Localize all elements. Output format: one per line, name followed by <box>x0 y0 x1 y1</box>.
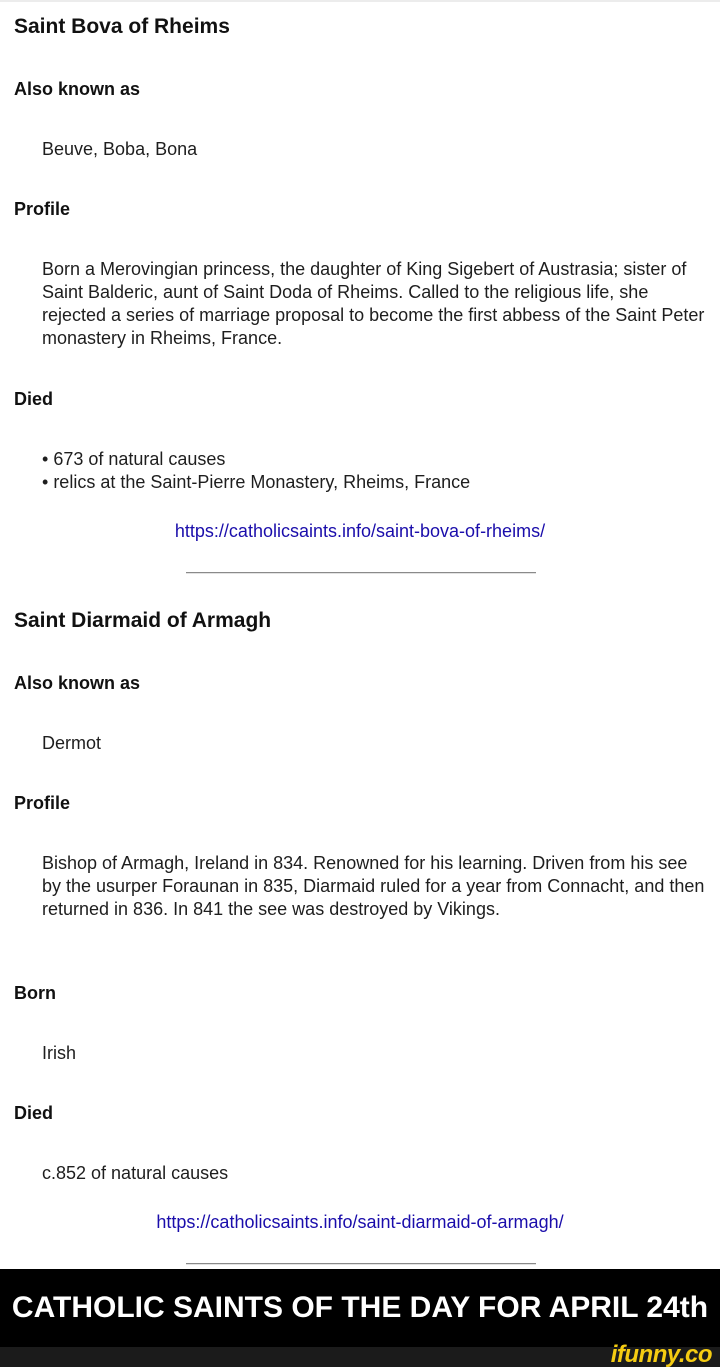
source-link[interactable]: https://catholicsaints.info/saint-diarmaid-of-armagh/ <box>156 1212 564 1232</box>
saint-title: Saint Diarmaid of Armagh <box>14 609 272 632</box>
profile-label: Profile <box>14 793 71 813</box>
profile-label: Profile <box>14 199 71 219</box>
profile-text: Born a Merovingian princess, the daughter of King Sigebert of Austrasia; sister of Saint Balderic, aunt of Saint Doda of Rheims. Called to the religious life, she rejected a series of marriage proposal to become the first abbess of the Saint Peter monastery in Rheims, France. <box>42 259 705 348</box>
source-link[interactable]: https://catholicsaints.info/saint-bova-of-rheims/ <box>174 521 546 541</box>
died-list <box>42 448 710 494</box>
profile-text: Bishop of Armagh, Ireland in 834. Renowned for his learning. Driven from his see by the usurper Foraunan in 835, Diarmaid ruled for a year from Connacht, and then returned in 836. In 841 the see was destroyed by Vikings. <box>42 853 705 919</box>
born-label: Born <box>14 983 56 1003</box>
also-known-as-value: Dermot <box>42 733 102 753</box>
born-value: Irish <box>42 1043 77 1063</box>
also-known-as-value: Beuve, Boba, Bona <box>42 139 198 159</box>
died-value: c.852 of natural causes <box>42 1163 229 1183</box>
saint-title: Saint Bova of Rheims <box>14 15 230 38</box>
also-known-as-label: Also known as <box>14 673 141 693</box>
divider <box>186 1263 536 1265</box>
ifunny-watermark: ifunny.co <box>610 1341 712 1368</box>
died-item: • relics at the Saint-Pierre Monastery, Rheims, France <box>42 471 710 494</box>
divider <box>186 572 536 574</box>
also-known-as-label: Also known as <box>14 79 141 99</box>
top-border <box>0 0 720 2</box>
died-item: • 673 of natural causes <box>42 448 710 471</box>
died-label: Died <box>14 1103 54 1123</box>
died-label: Died <box>14 389 54 409</box>
caption-banner: CATHOLIC SAINTS OF THE DAY FOR APRIL 24th <box>0 1269 720 1347</box>
